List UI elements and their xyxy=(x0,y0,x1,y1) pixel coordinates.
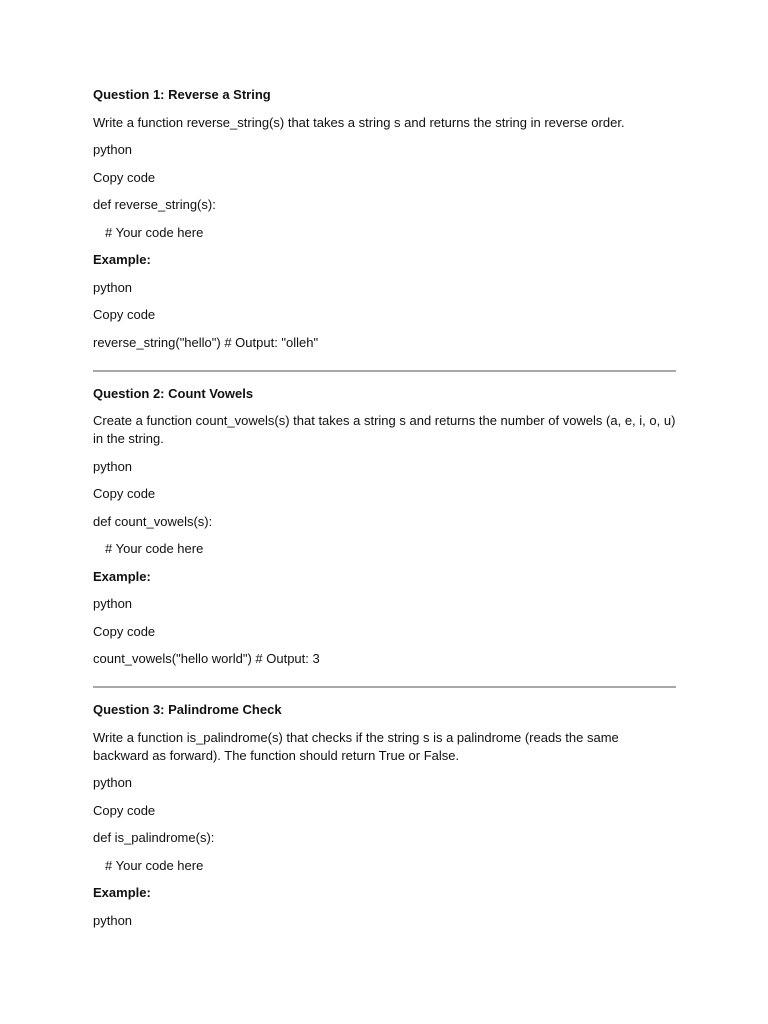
question-3-code-language: python xyxy=(93,775,133,790)
section-divider-2 xyxy=(93,686,676,688)
question-2-example-label: Example: xyxy=(93,568,151,584)
question-2-example-language: python xyxy=(93,596,133,611)
question-1-code-def: def reverse_string(s): xyxy=(93,197,216,212)
question-2-title: Question 2: Count Vowels xyxy=(93,385,254,401)
question-1-example-code: reverse_string("hello") # Output: "olleh" xyxy=(93,334,319,350)
section-divider-1 xyxy=(93,370,676,372)
document-content xyxy=(93,86,676,939)
question-1-copy-code-button[interactable]: Copy code xyxy=(93,169,156,185)
question-1-example-language: python xyxy=(93,279,133,295)
question-3-copy-code-button[interactable]: Copy code xyxy=(93,802,156,818)
question-1-code-language: python xyxy=(93,142,133,157)
question-2-example-copy-code-button[interactable]: Copy code xyxy=(93,623,156,639)
question-1-title: Question 1: Reverse a String xyxy=(93,87,271,102)
question-3-section xyxy=(93,701,676,930)
question-2-code-language: python xyxy=(93,458,133,474)
question-1-example-copy-code-button[interactable]: Copy code xyxy=(93,307,156,322)
question-2-code-def: def count_vowels(s): xyxy=(93,513,213,529)
question-2-copy-code-button[interactable]: Copy code xyxy=(93,486,156,501)
question-1-section xyxy=(93,86,676,352)
question-1-code-body: # Your code here xyxy=(105,224,204,240)
question-3-code-body: # Your code here xyxy=(105,857,204,873)
question-2-code-body: # Your code here xyxy=(105,541,204,556)
question-1-description: Write a function reverse_string(s) that takes a string s and returns the string in reverse order. xyxy=(93,114,625,130)
question-2-example-code: count_vowels("hello world") # Output: 3 xyxy=(93,651,320,666)
question-3-code-def: def is_palindrome(s): xyxy=(93,830,215,845)
question-3-example-label: Example: xyxy=(93,885,151,900)
question-3-title: Question 3: Palindrome Check xyxy=(93,702,282,717)
question-3-description: Write a function is_palindrome(s) that checks if the string s is a palindrome (reads the same backward as forward). The function should return True or False. xyxy=(93,729,619,763)
question-2-section xyxy=(93,385,676,669)
question-3-example-language: python xyxy=(93,912,133,928)
question-2-description: Create a function count_vowels(s) that takes a string s and returns the number of vowels (a, e, i, o, u) in the string. xyxy=(93,413,676,446)
question-1-example-label: Example: xyxy=(93,252,151,267)
